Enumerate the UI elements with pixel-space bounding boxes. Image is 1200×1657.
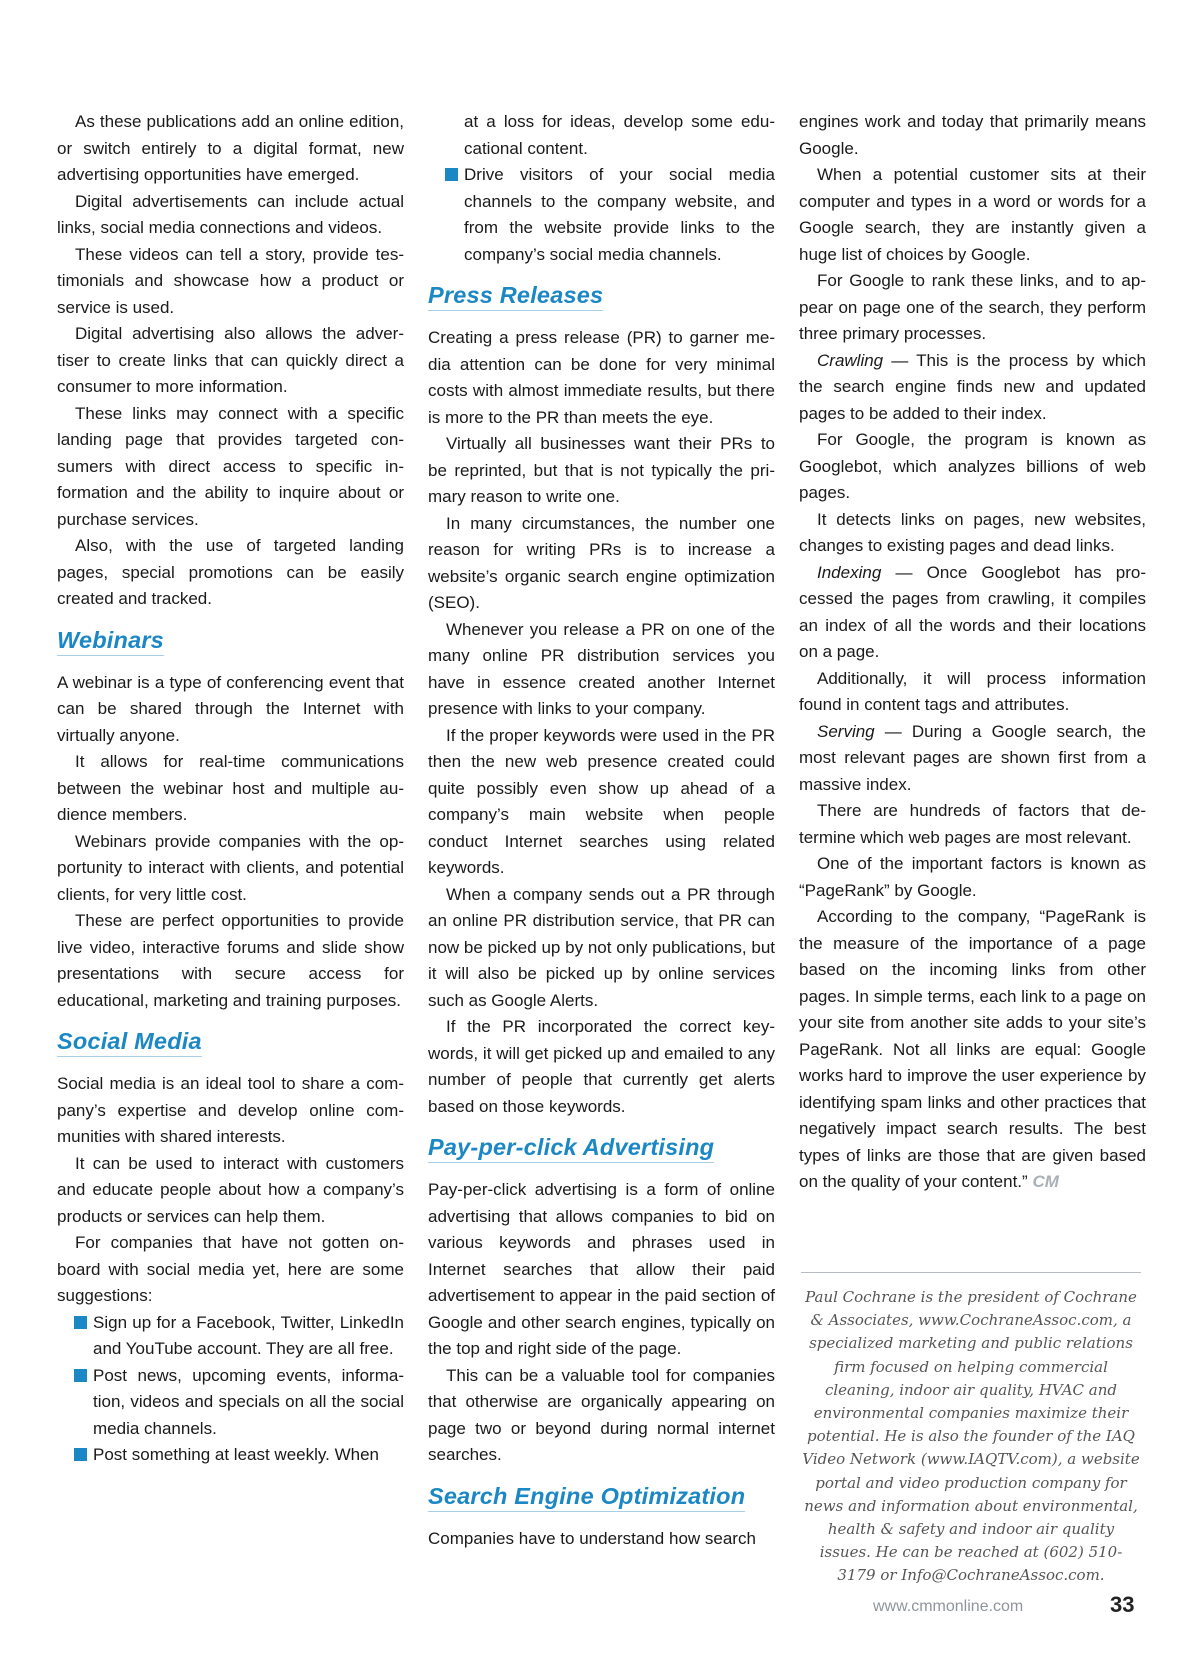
- paragraph: One of the important factors is known as “PageRank” by Google.: [799, 854, 1146, 900]
- section-heading-pay-per-click: Pay-per-click Advertising: [428, 1132, 714, 1163]
- section-heading-social-media: Social Media: [57, 1026, 202, 1057]
- paragraph: For companies that have not gotten onboard with social media yet, here are some suggestions:: [57, 1233, 404, 1305]
- paragraph: Social media is an ideal tool to share a company’s expertise and develop online communities with shared interests.: [57, 1074, 404, 1146]
- paragraph: When a potential customer sits at their computer and types in a word or words for a Google search, they are instantly given a huge list of choices by Google.: [799, 165, 1146, 264]
- end-mark: CM: [1032, 1172, 1059, 1191]
- list-item: Post something at least weekly. When: [57, 1442, 404, 1469]
- section-heading-press-releases: Press Releases: [428, 280, 603, 311]
- paragraph: It allows for real-time communications between the webinar host and multiple audience members.: [57, 752, 404, 824]
- paragraph: As these publications add an online edition, or switch entirely to a digital format, new advertising opportunities have emerged.: [57, 112, 404, 184]
- paragraph: Creating a press release (PR) to garner media attention can be done for very minimal costs with almost immediate results, but there is more to the PR than meets the eye.: [428, 328, 775, 427]
- section-heading-webinars: Webinars: [57, 625, 164, 656]
- paragraph: In many circumstances, the number one reason for writing PRs is to increase a website’s organic search engine optimization (SEO).: [428, 513, 775, 612]
- square-bullet-icon: [445, 168, 458, 181]
- list-item: Sign up for a Facebook, Twitter, LinkedIn and YouTube account. They are all free.: [57, 1310, 404, 1363]
- paragraph: Additionally, it will process information found in content tags and attributes.: [799, 668, 1146, 714]
- paragraph: Pay-per-click advertising is a form of online advertising that allows companies to bid on various keywords and phrases used in Internet searches that allow their paid advertisement to appear in the paid section of Google and other search engines, typically on the top and right side of the page.: [428, 1180, 775, 1358]
- list-item: Drive visitors of your social media channels to the company website, and from the website provide links to the company’s social media channels.: [428, 162, 775, 268]
- paragraph: Also, with the use of targeted landing pages, special promotions can be easily created and tracked.: [57, 536, 404, 608]
- paragraph: These videos can tell a story, provide testimonials and showcase how a product or service is used.: [57, 244, 404, 317]
- suggestion-list-continued: [428, 162, 775, 268]
- paragraph: Serving — During a Google search, the most relevant pages are shown first from a massive index.: [799, 721, 1146, 794]
- paragraph: There are hundreds of factors that determine which web pages are most relevant.: [799, 801, 1146, 847]
- paragraph: It can be used to interact with customers and educate people about how a company’s products or services can help them.: [57, 1153, 404, 1226]
- paragraph: Crawling — This is the process by which the search engine finds new and updated pages to be added to their index.: [799, 350, 1146, 423]
- term-serving: Serving: [817, 721, 875, 741]
- paragraph: engines work and today that primarily means Google.: [799, 112, 1146, 158]
- paragraph: Virtually all businesses want their PRs to be reprinted, but that is not typically the primary reason to write one.: [428, 434, 775, 506]
- paragraph: This can be a valuable tool for companies that otherwise are organically appearing on page two or beyond during normal internet searches.: [428, 1365, 775, 1464]
- suggestion-list: [57, 1310, 404, 1469]
- paragraph: Whenever you release a PR on one of the many online PR distribution services you have in essence created another Internet presence with links to your company.: [428, 619, 775, 718]
- author-bio: Paul Cochrane is the president of Cochrane & Associates, www.CochraneAssoc.com, a specialized marketing and public relations firm focused on helping commercial cleaning, indoor air quality, HVAC and environmental companies maximize their potential. He is also the founder of the IAQ Video Network (www.IAQTV.com), a website portal and video production company for news and information about environmental, health & safety and indoor air quality issues. He can be reached at (602) 510-3179 or Info@CochraneAssoc.com.: [801, 1272, 1141, 1588]
- article-column-2: [428, 109, 775, 1552]
- page-number: 33: [1110, 1592, 1135, 1617]
- list-item: Post news, upcoming events, information, videos and specials on all the social media channels.: [57, 1363, 404, 1443]
- footer-url: www.cmmonline.com: [873, 1598, 1024, 1615]
- list-item-continuation: at a loss for ideas, develop some educational content.: [464, 112, 775, 158]
- paragraph: A webinar is a type of conferencing event that can be shared through the Internet with virtually anyone.: [57, 672, 404, 745]
- paragraph: Indexing — Once Googlebot has processed the pages from crawling, it compiles an index of all the words and their locations on a page.: [799, 562, 1146, 661]
- paragraph: If the PR incorporated the correct keywords, it will get picked up and emailed to any number of people that currently get alerts based on those keywords.: [428, 1017, 775, 1116]
- paragraph: Digital advertising also allows the advertiser to create links that can quickly direct a consumer to more information.: [57, 324, 404, 396]
- square-bullet-icon: [74, 1316, 87, 1329]
- square-bullet-icon: [74, 1448, 87, 1461]
- paragraph: For Google, the program is known as Googlebot, which analyzes billions of web pages.: [799, 430, 1146, 502]
- paragraph: It detects links on pages, new websites, changes to existing pages and dead links.: [799, 509, 1146, 555]
- paragraph: These are perfect opportunities to provide live video, interactive forums and slide show presentations with secure access for educational, marketing and training purposes.: [57, 911, 404, 1010]
- paragraph: If the proper keywords were used in the PR then the new web presence created could quite possibly even show up ahead of a company’s main website when people conduct Internet searches using related keywords.: [428, 725, 775, 877]
- paragraph: When a company sends out a PR through an online PR distribution service, that PR can now be picked up by not only publications, but it will also be picked up by online services such as Google Alerts.: [428, 884, 775, 1010]
- square-bullet-icon: [74, 1369, 87, 1382]
- term-crawling: Crawling: [817, 350, 884, 370]
- paragraph: According to the company, “PageRank is the measure of the importance of a page based on the incoming links from other pages. In simple terms, each link to a page on your site from another site adds to your site’s PageRank. Not all links are equal: Google works hard to improve the user experience by identifying spam links and other practices that negatively impact search results. The best types of links are those that are given based on the quality of your content.” CM: [799, 907, 1146, 1191]
- article-column-3: [799, 109, 1146, 1196]
- paragraph: Webinars provide companies with the opportunity to interact with clients, and potential clients, for very little cost.: [57, 831, 404, 904]
- section-heading-seo: Search Engine Optimization: [428, 1481, 745, 1512]
- paragraph: For Google to rank these links, and to appear on page one of the search, they perform three primary processes.: [799, 271, 1146, 343]
- paragraph: Companies have to understand how search: [428, 1528, 756, 1548]
- term-indexing: Indexing: [817, 562, 882, 582]
- article-column-1: [57, 109, 404, 1469]
- paragraph: Digital advertisements can include actual links, social media connections and videos.: [57, 191, 404, 237]
- paragraph: These links may connect with a specific landing page that provides targeted consumers with direct access to specific information and the ability to inquire about or purchase services.: [57, 403, 404, 529]
